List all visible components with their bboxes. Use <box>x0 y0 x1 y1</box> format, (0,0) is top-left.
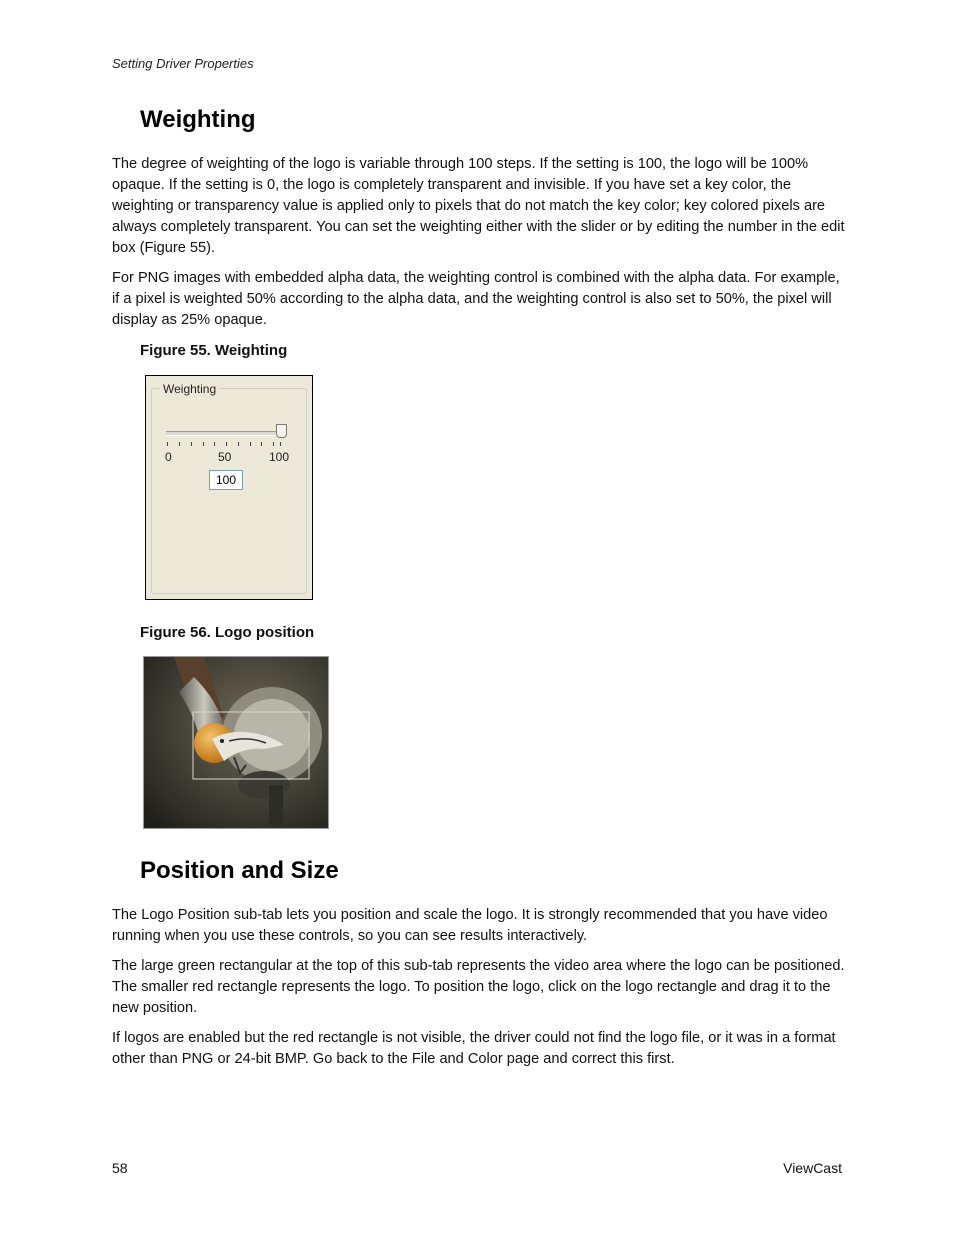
weighting-slider-track[interactable] <box>166 431 284 436</box>
slider-mid-label: 50 <box>218 450 232 464</box>
running-header: Setting Driver Properties <box>112 56 254 71</box>
slider-tick <box>261 442 262 446</box>
logo-position-photo <box>144 657 328 828</box>
figure-caption: Figure 56. Logo position <box>140 624 315 641</box>
slider-tick <box>214 442 215 446</box>
paragraph: For PNG images with embedded alpha data, the weighting control is combined with the alpha data. For example, if a pixel is weighted 50% according to the alpha data, and the weighting control is also set to 50%, the pixel will display as 25% opaque. <box>112 270 840 328</box>
weighting-slider-thumb[interactable] <box>276 424 287 438</box>
slider-min-label: 0 <box>165 450 172 464</box>
slider-tick <box>191 442 192 446</box>
slider-tick <box>280 442 281 446</box>
weighting-edit-box[interactable]: 100 <box>209 470 243 490</box>
slider-tick <box>273 442 274 446</box>
paragraph: The large green rectangular at the top of this sub-tab represents the video area where the logo can be positioned. The smaller red rectangle represents the logo. To position the logo, click on the logo rectangle and drag it to the new position. <box>112 958 845 1016</box>
weighting-groupbox <box>151 388 307 594</box>
footer-brand: ViewCast <box>783 1160 842 1176</box>
slider-tick <box>226 442 227 446</box>
slider-tick <box>179 442 180 446</box>
slider-tick <box>203 442 204 446</box>
page-number: 58 <box>112 1160 128 1176</box>
groupbox-label: Weighting <box>160 382 219 396</box>
paragraph: The degree of weighting of the logo is variable through 100 steps. If the setting is 100, the logo will be 100% opaque. If the setting is 0, the logo is completely transparent and invisible. If you have set a key color, the weighting or transparency value is applied only to pixels that do not match the key color; key colored pixels are always completely transparent. You can set the weighting either with the slider or by editing the number in the edit box (Figure 55). <box>112 156 845 256</box>
slider-tick <box>238 442 239 446</box>
slider-tick <box>250 442 251 446</box>
section-heading-weighting: Weighting <box>140 106 256 133</box>
figure-caption: Figure 55. Weighting <box>140 342 288 359</box>
slider-tick <box>167 442 168 446</box>
logo-position-image <box>143 656 329 829</box>
section-heading-position-size: Position and Size <box>140 857 339 884</box>
slider-max-label: 100 <box>269 450 290 464</box>
weighting-figure-panel <box>145 375 313 600</box>
paragraph: If logos are enabled but the red rectangle is not visible, the driver could not find the logo file, or it was in a format other than PNG or 24-bit BMP. Go back to the File and Color page and correct this first. <box>112 1030 836 1067</box>
paragraph: The Logo Position sub-tab lets you position and scale the logo. It is strongly recommended that you have video running when you use these controls, so you can see results interactively. <box>112 907 828 944</box>
